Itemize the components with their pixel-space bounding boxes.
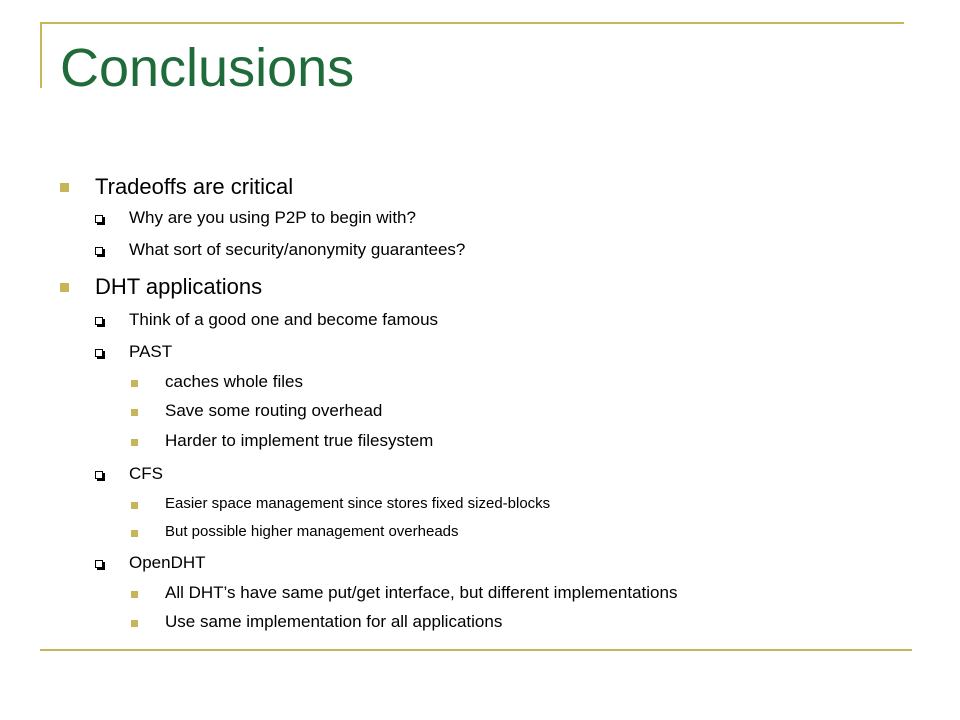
hollow-square-bullet-icon [95,471,103,479]
square-bullet-icon [131,620,138,627]
hollow-square-bullet-icon [95,317,103,325]
square-bullet-icon [131,380,138,387]
square-bullet-icon [131,409,138,416]
hollow-square-bullet-icon [95,560,103,568]
bullet-text: All DHT’s have same put/get interface, but different implementations [165,583,678,602]
hollow-square-bullet-icon [95,349,103,357]
bullet-text: CFS [129,464,163,483]
square-bullet-icon [60,283,69,292]
bullet-text: Harder to implement true filesystem [165,431,434,450]
slide-title: Conclusions [60,38,355,98]
square-bullet-icon [131,591,138,598]
bullet-text: DHT applications [95,274,263,299]
bullet-text: Tradeoffs are critical [95,174,294,199]
square-bullet-icon [60,183,69,192]
bullet-text: OpenDHT [129,553,206,572]
bullet-text: Why are you using P2P to begin with? [129,208,416,227]
hollow-square-bullet-icon [95,247,103,255]
bullet-text: Save some routing overhead [165,401,383,420]
square-bullet-icon [131,530,138,537]
square-bullet-icon [131,439,138,446]
bullet-text: Use same implementation for all applications [165,612,503,631]
bullet-text: Easier space management since stores fixed sized-blocks [165,495,551,512]
bullet-text: PAST [129,342,173,361]
bullet-text: What sort of security/anonymity guarantees? [129,240,466,259]
bullet-text: caches whole files [165,372,303,391]
square-bullet-icon [131,502,138,509]
bullet-text: But possible higher management overheads [165,523,459,540]
hollow-square-bullet-icon [95,215,103,223]
bullet-text: Think of a good one and become famous [129,310,439,329]
